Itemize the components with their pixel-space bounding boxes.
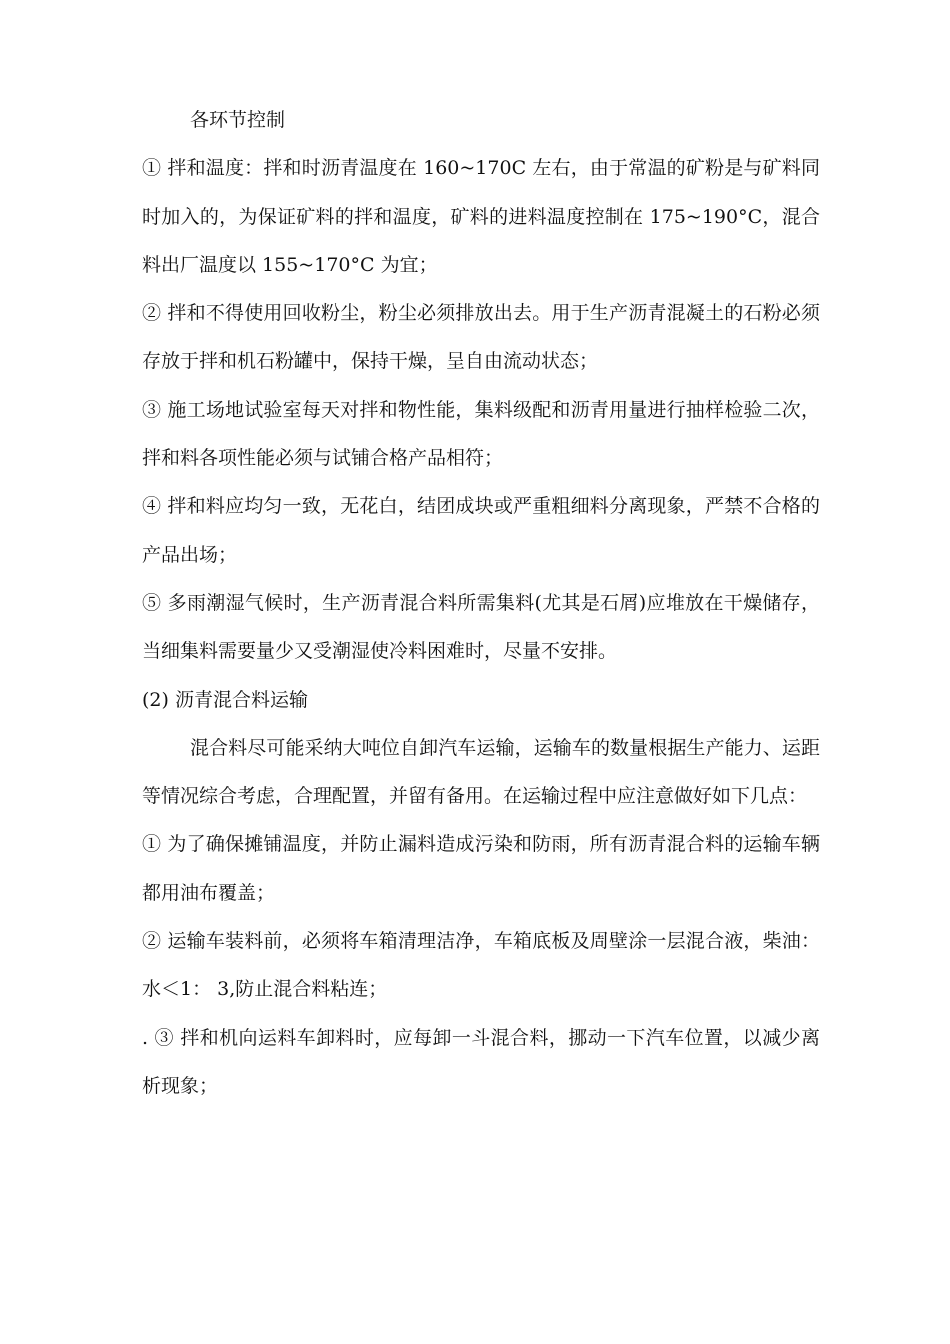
paragraph-transport-intro: 混合料尽可能采纳大吨位自卸汽车运输，运输车的数量根据生产能力、运距等情况综合考虑，合理配置，并留有备用。在运输过程中应注意做好如下几点： — [142, 736, 820, 808]
paragraph-lab-sampling: ③ 施工场地试验室每天对拌和物性能，集料级配和沥青用量进行抽样检验二次，拌和料各项性能必须与试铺合格产品相符； — [142, 398, 820, 470]
paragraph-unloading: . ③ 拌和机向运料车卸料时，应每卸一斗混合料，挪动一下汽车位置，以减少离析现象； — [142, 1026, 820, 1097]
paragraph-uniformity: ④ 拌和料应均匀一致，无花白，结团成块或严重粗细料分离现象，严禁不合格的产品出场； — [142, 495, 820, 566]
paragraph-truck-cleaning: ② 运输车装料前，必须将车箱清理洁净，车箱底板及周壁涂一层混合液，柴油：水＜1： 3,防止混合料粘连； — [142, 930, 820, 1001]
section-heading-transport: (2) 沥青混合料运输 — [142, 688, 308, 711]
document-body — [142, 96, 820, 1110]
paragraph-rainy-weather: ⑤ 多雨潮湿气候时，生产沥青混合料所需集料(尤其是石屑)应堆放在干燥储存，当细集料需要量少又受潮湿使冷料困难时，尽量不安排。 — [142, 591, 820, 663]
paragraph-mixing-temperature: ① 拌和温度：拌和时沥青温度在 160~170C 左右，由于常温的矿粉是与矿料同时加入的，为保证矿料的拌和温度，矿料的进料温度控制在 175~190°C，混合料出厂温度以 155~170°C 为宜； — [142, 157, 820, 276]
paragraph-tarp-cover: ① 为了确保摊铺温度，并防止漏料造成污染和防雨，所有沥青混合料的运输车辆都用油布覆盖； — [142, 833, 820, 904]
section-heading-control: 各环节控制 — [190, 109, 286, 131]
paragraph-dust-recovery: ② 拌和不得使用回收粉尘，粉尘必须排放出去。用于生产沥青混凝土的石粉必须存放于拌和机石粉罐中，保持干燥，呈自由流动状态； — [142, 302, 820, 373]
